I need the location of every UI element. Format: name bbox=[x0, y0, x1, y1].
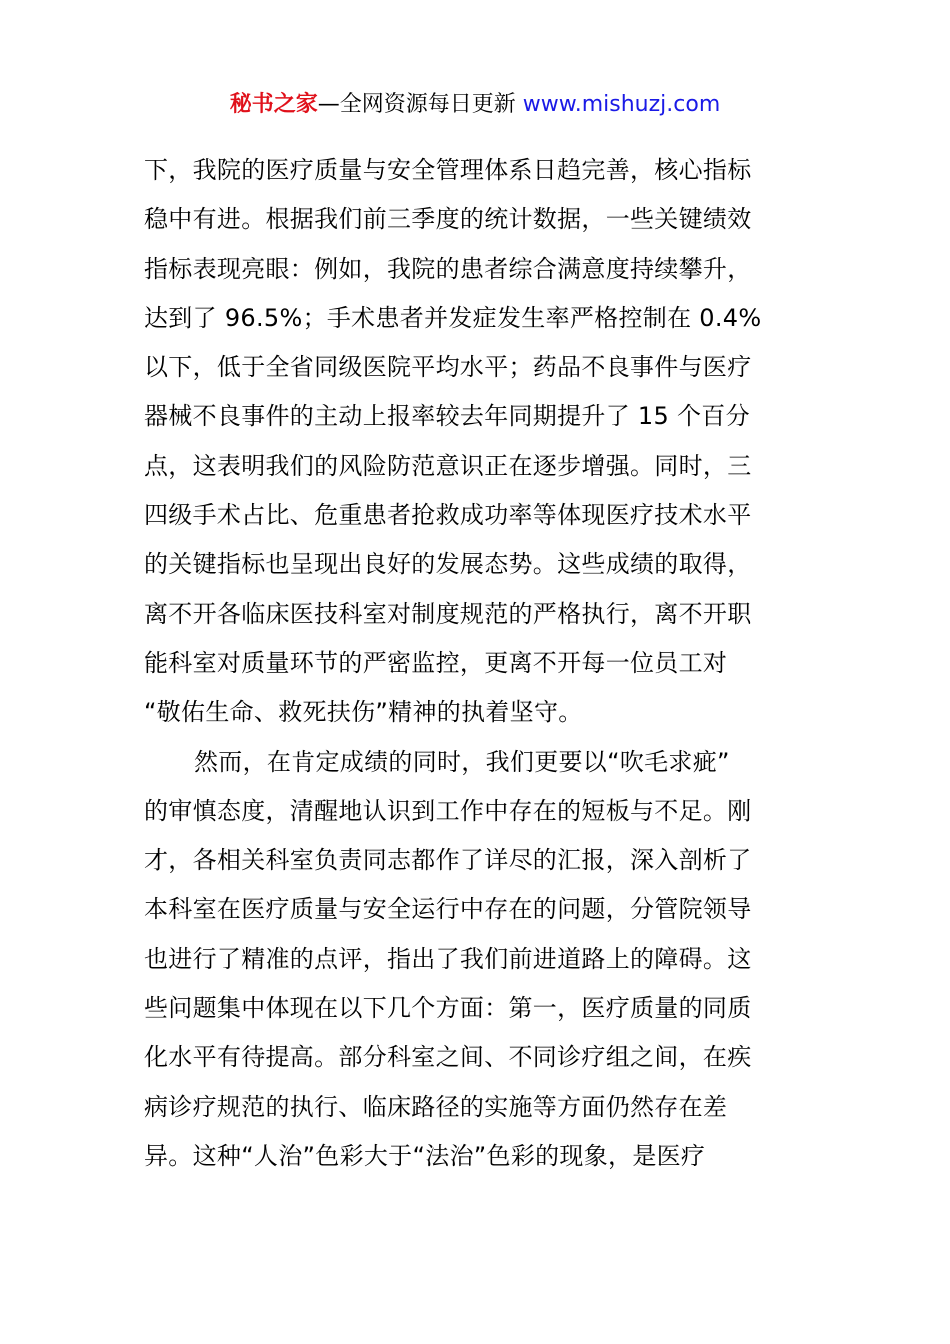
text-line: 指标表现亮眼：例如，我院的患者综合满意度持续攀升， bbox=[144, 254, 752, 283]
text-line: 异。这种“人治”色彩大于“法治”色彩的现象，是医疗 bbox=[144, 1141, 706, 1170]
page-header bbox=[0, 88, 950, 122]
paragraph-2 bbox=[144, 738, 809, 1182]
text-line: 离不开各临床医技科室对制度规范的严格执行，离不开职 bbox=[144, 599, 752, 628]
text-line: 病诊疗规范的执行、临床路径的实施等方面仍然存在差 bbox=[144, 1092, 728, 1121]
text-line: 化水平有待提高。部分科室之间、不同诊疗组之间，在疾 bbox=[144, 1043, 752, 1072]
paragraph-1 bbox=[144, 146, 809, 738]
text-line: 才，各相关科室负责同志都作了详尽的汇报，深入剖析了 bbox=[144, 846, 752, 875]
text-line: 本科室在医疗质量与安全运行中存在的问题，分管院领导 bbox=[144, 895, 752, 924]
text-line: 下，我院的医疗质量与安全管理体系日趋完善，核心指标 bbox=[144, 156, 752, 184]
text-line: 以下，低于全省同级医院平均水平；药品不良事件与医疗 bbox=[144, 353, 752, 382]
text-line: 的关键指标也呈现出良好的发展态势。这些成绩的取得， bbox=[144, 550, 752, 579]
text-line: 稳中有进。根据我们前三季度的统计数据，一些关键绩效 bbox=[144, 205, 752, 234]
text-line: 达到了 96.5%；手术患者并发症发生率严格控制在 0.4% bbox=[144, 303, 762, 332]
text-line: 器械不良事件的主动上报率较去年同期提升了 15 个百分 bbox=[144, 402, 750, 431]
text-line: “敬佑生命、救死扶伤”精神的执着坚守。 bbox=[144, 698, 583, 727]
text-line: 然而，在肯定成绩的同时，我们更要以“吹毛求疵” bbox=[194, 747, 730, 776]
text-line: 些问题集中体现在以下几个方面：第一，医疗质量的同质 bbox=[144, 994, 752, 1023]
document-body bbox=[144, 146, 809, 1181]
header-tagline: —全网资源每日更新 bbox=[317, 92, 523, 117]
text-line: 四级手术占比、危重患者抢救成功率等体现医疗技术水平 bbox=[144, 501, 752, 530]
text-line: 能科室对质量环节的严密监控，更离不开每一位员工对 bbox=[144, 648, 728, 677]
header-url[interactable]: www.mishuzj.com bbox=[522, 92, 721, 117]
text-line: 也进行了精准的点评，指出了我们前进道路上的障碍。这 bbox=[144, 944, 752, 973]
text-line: 点，这表明我们的风险防范意识正在逐步增强。同时，三 bbox=[144, 451, 752, 480]
brand-name: 秘书之家 bbox=[229, 92, 318, 117]
text-line: 的审慎态度，清醒地认识到工作中存在的短板与不足。刚 bbox=[144, 796, 752, 825]
